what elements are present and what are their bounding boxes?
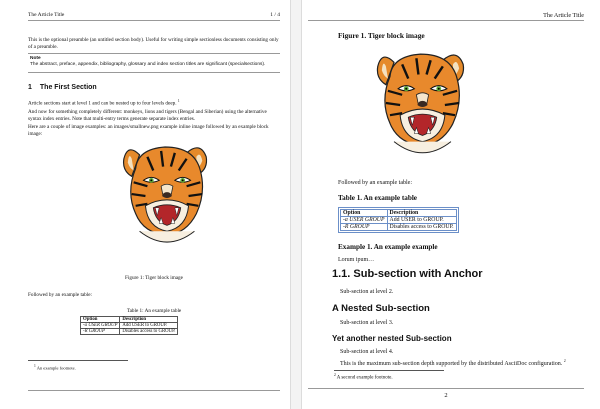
table-row xyxy=(81,323,178,329)
followed-text: Followed by an example table: xyxy=(338,180,412,186)
note-label: Note xyxy=(30,56,41,61)
table-cell: Add USER to GROUP. xyxy=(120,323,178,329)
footnote-text: An example footnote. xyxy=(36,365,76,371)
figure-title: Figure 1. Tiger block image xyxy=(338,31,425,40)
header-page-indicator: 1 / 4 xyxy=(270,12,280,18)
page-number: 2 xyxy=(444,392,448,399)
paragraph-1-text: Article sections start at level 1 and can be nested up to four levels deep. xyxy=(28,100,177,107)
page-left xyxy=(0,0,290,409)
section-heading xyxy=(28,84,97,91)
paragraph-2: And now for something completely different: monkeys, lions and tigers (Bengal and Siberian) using the alternative syntax index entries. Note that multi-entry terms generate separate index entries. xyxy=(28,109,267,123)
footnote-ref[interactable]: 2 xyxy=(563,359,566,363)
table-cell: Disables access to GROUP. xyxy=(120,329,178,335)
table-row xyxy=(341,224,457,231)
table-header-cell: Description xyxy=(387,210,456,217)
figure-caption: Figure 1: Tiger block image xyxy=(125,275,183,281)
max-depth-paragraph xyxy=(340,359,584,367)
subsection-heading-level-4: Yet another nested Sub-section xyxy=(332,334,452,343)
footnote-text: A second example footnote. xyxy=(336,375,393,381)
example-table xyxy=(340,209,457,231)
subsection-level-3-text: Sub-section at level 3. xyxy=(340,320,394,326)
followed-text: Followed by an example table: xyxy=(28,292,92,298)
footnote-rule xyxy=(334,370,444,371)
section-number: 1 xyxy=(28,84,32,91)
table-row xyxy=(341,217,457,224)
paragraph-1 xyxy=(28,99,278,108)
table-cell: Add USER to GROUP. xyxy=(387,217,456,224)
header-rule xyxy=(308,20,584,21)
footer-rule xyxy=(28,390,280,391)
table-frame xyxy=(338,207,459,233)
example-table xyxy=(80,316,178,335)
note-text: The abstract, preface, appendix, bibliography, glossary and index section titles are significant (specialsections). xyxy=(30,62,266,68)
note-box xyxy=(28,53,280,73)
paragraph-3: Here are a couple of image examples: an images/smallnew.png example inline image followed by an example block image: xyxy=(28,124,269,138)
example-body: Lorum ipum… xyxy=(338,257,375,263)
subsection-heading-level-2: 1.1. Sub-section with Anchor xyxy=(332,268,483,280)
table-header-cell: Description xyxy=(120,317,178,323)
page-right xyxy=(302,0,600,409)
subsection-level-2-text: Sub-section at level 2. xyxy=(340,289,394,295)
tiger-image xyxy=(370,44,475,166)
section-title: The First Section xyxy=(39,84,97,91)
table-title: Table 1. An example table xyxy=(338,194,418,202)
page-header xyxy=(28,12,280,18)
table-header-cell: Option xyxy=(81,317,120,323)
footnote-ref[interactable]: 1 xyxy=(177,99,180,103)
footer-rule xyxy=(308,388,584,389)
table-cell: -R GROUP xyxy=(81,329,120,335)
max-depth-text: This is the maximum sub-section depth supported by the distributed AsciiDoc configuration. xyxy=(340,361,563,367)
table-header-row xyxy=(341,210,457,217)
footnote xyxy=(34,364,76,371)
table-cell: -R GROUP xyxy=(341,224,388,231)
table-cell: -a USER GROUP xyxy=(341,217,388,224)
subsection-level-4-text: Sub-section at level 4. xyxy=(340,349,394,355)
footnote xyxy=(334,373,393,381)
header-title: The Article Title xyxy=(28,12,65,18)
table-header-cell: Option xyxy=(341,210,388,217)
table-row xyxy=(81,329,178,335)
header-title: The Article Title xyxy=(543,12,584,19)
header-rule xyxy=(28,20,280,21)
example-title: Example 1. An example example xyxy=(338,243,438,251)
tiger-image xyxy=(118,136,216,256)
subsection-heading-level-3: A Nested Sub-section xyxy=(332,303,430,314)
table-cell: Disables access to GROUP. xyxy=(387,224,456,231)
page-gutter xyxy=(290,0,302,409)
table-cell: -a USER GROUP xyxy=(81,323,120,329)
preamble: This is the optional preamble (an untitled section body). Useful for writing simple sectionless documents consisting only of a preamble. xyxy=(28,37,279,51)
footnote-marker: 2 xyxy=(334,373,336,377)
table-caption: Table 1: An example table xyxy=(126,308,182,314)
footnote-rule xyxy=(28,360,128,361)
footnote-marker: 1 xyxy=(34,364,36,368)
